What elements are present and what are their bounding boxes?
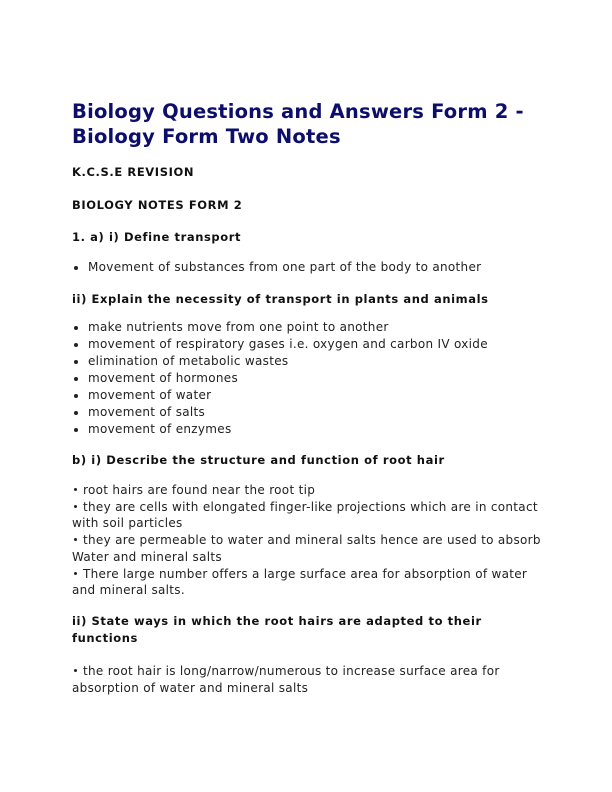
answer-paragraph: There large number offers a large surface area for absorption of water and mineral salts. <box>72 566 528 598</box>
bullet-icon <box>74 538 77 541</box>
list-item: • movement of salts <box>88 404 542 421</box>
subtitle-notes: BIOLOGY NOTES FORM 2 <box>72 198 243 212</box>
question-1bi-answers <box>72 482 542 599</box>
document-page <box>72 99 542 696</box>
answer-paragraph: they are permeable to water and mineral salts hence are used to absorb Water and mineral salts <box>72 533 541 564</box>
list-item: • movement of hormones <box>88 370 542 387</box>
subtitle-kcse: K.C.S.E REVISION <box>72 165 195 179</box>
answer-paragraph: root hairs are found near the root tip <box>72 482 542 499</box>
list-item: • Movement of substances from one part of the body to another <box>88 259 542 276</box>
bullet-icon <box>74 572 77 575</box>
question-1aii-answers <box>72 319 542 438</box>
document-title: Biology Questions and Answers Form 2 - Biology Form Two Notes <box>72 100 524 148</box>
question-1a-answers <box>72 259 542 276</box>
question-1bi-heading: b) i) Describe the structure and function of root hair <box>72 453 445 467</box>
question-1bii-heading: ii) State ways in which the root hairs are adapted to their functions <box>72 613 482 645</box>
list-item: • movement of water <box>88 387 542 404</box>
question-1bii-answers <box>72 663 542 696</box>
list-item: • make nutrients move from one point to another <box>88 319 542 336</box>
bullet-icon <box>74 505 77 508</box>
bullet-icon <box>74 669 77 672</box>
list-item: • movement of respiratory gases i.e. oxygen and carbon IV oxide <box>88 336 542 353</box>
bullet-icon <box>74 488 77 491</box>
question-1a-heading: 1. a) i) Define transport <box>72 230 242 244</box>
list-item: • elimination of metabolic wastes <box>88 353 542 370</box>
list-item: • movement of enzymes <box>88 421 542 438</box>
answer-paragraph: the root hair is long/narrow/numerous to increase surface area for absorption of water and mineral salts <box>72 663 500 695</box>
answer-paragraph: they are cells with elongated finger-like projections which are in contact with soil particles <box>72 499 538 531</box>
question-1aii-heading: ii) Explain the necessity of transport in plants and animals <box>72 292 489 306</box>
